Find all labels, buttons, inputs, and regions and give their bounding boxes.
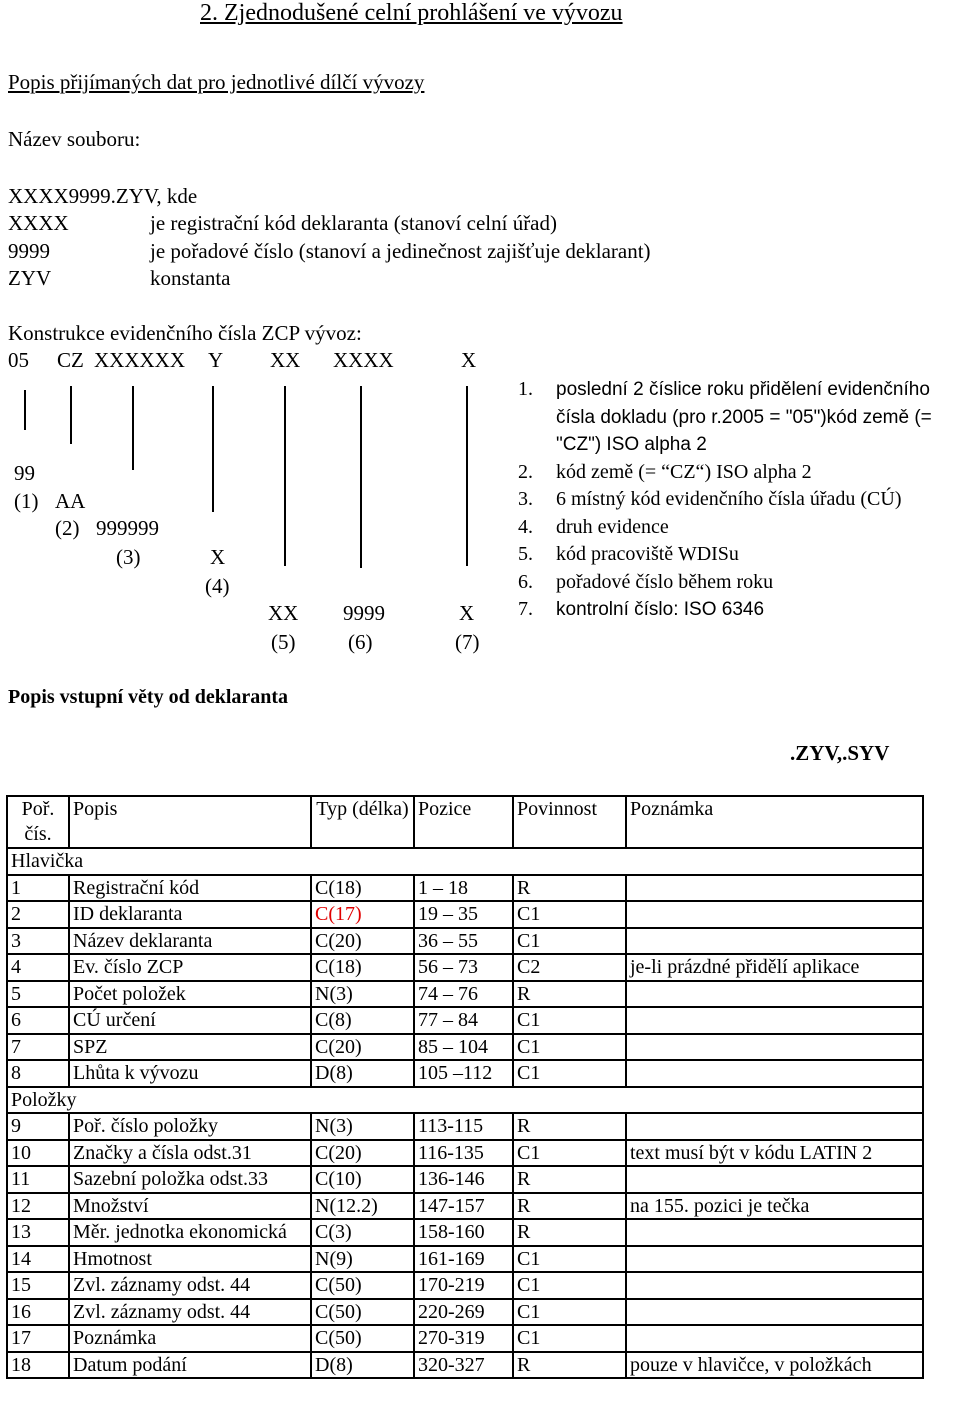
cell-note: na 155. pozici je tečka	[626, 1193, 923, 1220]
connector-line-7	[466, 386, 468, 566]
connector-line-6	[360, 386, 362, 568]
cell-type: C(17)	[311, 901, 414, 928]
subtitle: Popis přijímaných dat pro jednotlivé dílčí vývozy	[8, 70, 425, 94]
part-9999: 9999	[343, 601, 385, 625]
cell-desc: Zvl. záznamy odst. 44	[69, 1299, 311, 1326]
cell-note	[626, 1219, 923, 1246]
legend-item	[518, 569, 960, 597]
table-row	[7, 1060, 923, 1087]
cell-n: 3	[7, 928, 69, 955]
filename-suffix: , kde	[156, 184, 198, 208]
cell-desc: Poznámka	[69, 1325, 311, 1352]
connector-line-2	[70, 386, 72, 444]
cell-desc: Datum podání	[69, 1352, 311, 1379]
part-top-cz: CZ	[57, 348, 84, 372]
part-label-2: (2)	[55, 516, 80, 540]
part-label-1: (1)	[14, 489, 39, 513]
def-desc-3: konstanta	[150, 266, 231, 290]
cell-req: C1	[513, 901, 626, 928]
cell-type: C(50)	[311, 1325, 414, 1352]
part-label-7: (7)	[455, 630, 480, 654]
cell-type: D(8)	[311, 1352, 414, 1379]
table-header-row	[7, 796, 923, 848]
cell-pos: 36 – 55	[414, 928, 513, 955]
cell-n: 1	[7, 875, 69, 902]
cell-pos: 77 – 84	[414, 1007, 513, 1034]
cell-req: C1	[513, 1140, 626, 1167]
table-row	[7, 901, 923, 928]
legend-text: poslední 2 číslice roku přidělení evidenčního čísla dokladu (pro r.2005 = "05")kód země (= "CZ") ISO alpha 2	[556, 379, 932, 455]
cell-n: 16	[7, 1299, 69, 1326]
legend-item	[518, 596, 960, 624]
legend-text: pořadové číslo během roku	[556, 570, 774, 593]
cell-req: C2	[513, 954, 626, 981]
cell-note	[626, 928, 923, 955]
input-heading: Popis vstupní věty od deklaranta	[8, 686, 289, 708]
part-top-xxxxxx: XXXXXX	[94, 348, 185, 372]
cell-type: C(20)	[311, 1140, 414, 1167]
table-row	[7, 981, 923, 1008]
cell-req: R	[513, 1166, 626, 1193]
cell-type: N(9)	[311, 1246, 414, 1273]
table-body-header	[7, 848, 923, 1087]
def-term-1: XXXX	[8, 211, 69, 235]
def-desc-2: je pořadové číslo (stanoví a jedinečnost zajišťuje deklarant)	[150, 239, 651, 263]
cell-pos: 220-269	[414, 1299, 513, 1326]
part-label-4: (4)	[205, 574, 230, 598]
cell-note: pouze v hlavičce, v položkách	[626, 1352, 923, 1379]
col-header-type: Typ (délka)	[311, 796, 414, 848]
col-header-note: Poznámka	[626, 796, 923, 848]
part-xx5: XX	[268, 601, 299, 625]
cell-desc: Množství	[69, 1193, 311, 1220]
cell-req: R	[513, 1352, 626, 1379]
def-desc-1: je registrační kód deklaranta (stanoví celní úřad)	[150, 211, 557, 235]
page-title: 2. Zjednodušené celní prohlášení ve vývozu	[200, 0, 623, 26]
cell-note	[626, 1246, 923, 1273]
cell-desc: Ev. číslo ZCP	[69, 954, 311, 981]
cell-desc: ID deklaranta	[69, 901, 311, 928]
cell-req: C1	[513, 1034, 626, 1061]
cell-note	[626, 1034, 923, 1061]
cell-note	[626, 1166, 923, 1193]
cell-req: C1	[513, 1272, 626, 1299]
col-header-num: Poř. čís.	[7, 796, 69, 848]
table-row	[7, 1219, 923, 1246]
cell-type: C(10)	[311, 1166, 414, 1193]
part-label-6: (6)	[348, 630, 373, 654]
col-header-req: Povinnost	[513, 796, 626, 848]
def-term-3: ZYV	[8, 266, 52, 290]
cell-note	[626, 1272, 923, 1299]
connector-line-4	[212, 386, 214, 512]
cell-n: 4	[7, 954, 69, 981]
cell-type: C(18)	[311, 954, 414, 981]
cell-pos: 147-157	[414, 1193, 513, 1220]
cell-req: C1	[513, 1007, 626, 1034]
cell-desc: SPZ	[69, 1034, 311, 1061]
cell-note	[626, 875, 923, 902]
cell-req: C1	[513, 1060, 626, 1087]
def-term-2: 9999	[8, 239, 50, 263]
table-row	[7, 1166, 923, 1193]
cell-pos: 136-146	[414, 1166, 513, 1193]
part-top-xxxx: XXXX	[333, 348, 394, 372]
cell-pos: 19 – 35	[414, 901, 513, 928]
cell-n: 17	[7, 1325, 69, 1352]
cell-type: C(20)	[311, 1034, 414, 1061]
table-row	[7, 1299, 923, 1326]
legend-item	[518, 541, 960, 569]
part-label-5: (5)	[271, 630, 296, 654]
cell-pos: 56 – 73	[414, 954, 513, 981]
cell-type: C(8)	[311, 1007, 414, 1034]
part-99: 99	[14, 461, 35, 485]
cell-type: C(18)	[311, 875, 414, 902]
cell-note	[626, 1325, 923, 1352]
part-top-05: 05	[8, 348, 29, 372]
cell-pos: 270-319	[414, 1325, 513, 1352]
cell-n: 7	[7, 1034, 69, 1061]
cell-pos: 113-115	[414, 1113, 513, 1140]
cell-pos: 116-135	[414, 1140, 513, 1167]
table-row	[7, 1113, 923, 1140]
section-row-header	[7, 848, 923, 875]
part-x7: X	[459, 601, 475, 625]
part-x4: X	[210, 545, 226, 569]
legend-num: 6.	[518, 570, 533, 593]
cell-n: 14	[7, 1246, 69, 1273]
cell-req: R	[513, 1193, 626, 1220]
legend-item	[518, 376, 960, 459]
cell-pos: 105 –112	[414, 1060, 513, 1087]
cell-req: C1	[513, 1299, 626, 1326]
cell-req: C1	[513, 1325, 626, 1352]
cell-req: C1	[513, 1246, 626, 1273]
table-row	[7, 1034, 923, 1061]
filename-label: Název souboru:	[8, 127, 141, 151]
connector-line-3	[132, 386, 134, 470]
cell-pos: 85 – 104	[414, 1034, 513, 1061]
cell-req: R	[513, 981, 626, 1008]
legend-text: 6 místný kód evidenčního čísla úřadu (CÚ)	[556, 488, 902, 510]
construction-heading: Konstrukce evidenčního čísla ZCP vývoz:	[8, 321, 362, 345]
col-header-desc: Popis	[69, 796, 311, 848]
cell-n: 5	[7, 981, 69, 1008]
legend-num: 2.	[518, 460, 533, 483]
cell-n: 13	[7, 1219, 69, 1246]
cell-n: 8	[7, 1060, 69, 1087]
cell-note	[626, 1113, 923, 1140]
table-row	[7, 1325, 923, 1352]
part-999999: 999999	[96, 516, 159, 540]
cell-pos: 170-219	[414, 1272, 513, 1299]
construction-legend	[518, 376, 960, 624]
legend-num: 7.	[518, 598, 533, 620]
filename-line	[8, 184, 197, 209]
cell-req: R	[513, 875, 626, 902]
part-label-3: (3)	[116, 545, 141, 569]
table-row	[7, 1193, 923, 1220]
cell-type: D(8)	[311, 1060, 414, 1087]
table-row	[7, 1272, 923, 1299]
table-row	[7, 1007, 923, 1034]
legend-num: 3.	[518, 488, 533, 510]
cell-desc: Registrační kód	[69, 875, 311, 902]
part-aa: AA	[55, 489, 86, 513]
cell-type: C(50)	[311, 1299, 414, 1326]
cell-n: 2	[7, 901, 69, 928]
legend-text: kontrolní číslo: ISO 6346	[556, 599, 765, 620]
legend-item	[518, 486, 960, 514]
table-row	[7, 1352, 923, 1379]
cell-desc: Sazební položka odst.33	[69, 1166, 311, 1193]
legend-item	[518, 514, 960, 542]
cell-pos: 1 – 18	[414, 875, 513, 902]
cell-pos: 158-160	[414, 1219, 513, 1246]
cell-note	[626, 1007, 923, 1034]
table-row	[7, 1140, 923, 1167]
cell-note	[626, 1060, 923, 1087]
cell-desc: Hmotnost	[69, 1246, 311, 1273]
cell-desc: CÚ určení	[69, 1007, 311, 1034]
part-top-y: Y	[208, 348, 224, 372]
cell-desc: Značky a čísla odst.31	[69, 1140, 311, 1167]
part-top-x: X	[461, 348, 477, 372]
cell-note	[626, 981, 923, 1008]
legend-text: druh evidence	[556, 515, 669, 538]
table-row	[7, 875, 923, 902]
legend-text: kód pracoviště WDISu	[556, 543, 739, 565]
cell-note	[626, 901, 923, 928]
cell-n: 6	[7, 1007, 69, 1034]
part-top-xx: XX	[270, 348, 301, 372]
cell-desc: Lhůta k vývozu	[69, 1060, 311, 1087]
cell-n: 15	[7, 1272, 69, 1299]
cell-note	[626, 1299, 923, 1326]
cell-note: text musí být v kódu LATIN 2	[626, 1140, 923, 1167]
cell-desc: Poř. číslo položky	[69, 1113, 311, 1140]
cell-type: C(50)	[311, 1272, 414, 1299]
table-row	[7, 954, 923, 981]
cell-n: 10	[7, 1140, 69, 1167]
file-extensions: .ZYV,.SYV	[790, 741, 890, 765]
cell-req: R	[513, 1113, 626, 1140]
cell-n: 12	[7, 1193, 69, 1220]
cell-type: N(3)	[311, 1113, 414, 1140]
cell-type: N(12.2)	[311, 1193, 414, 1220]
cell-req: C1	[513, 928, 626, 955]
connector-line-1	[24, 390, 26, 430]
col-header-pos: Pozice	[414, 796, 513, 848]
cell-desc: Počet položek	[69, 981, 311, 1008]
cell-n: 18	[7, 1352, 69, 1379]
cell-desc: Měr. jednotka ekonomická	[69, 1219, 311, 1246]
cell-desc: Název deklaranta	[69, 928, 311, 955]
legend-num: 5.	[518, 543, 533, 565]
filename-pattern: XXXX9999.ZYV	[8, 184, 157, 208]
section-row-items	[7, 1087, 923, 1114]
cell-type: C(20)	[311, 928, 414, 955]
legend-text: kód země (= “CZ“) ISO alpha 2	[556, 460, 812, 483]
section-label: Položky	[7, 1087, 923, 1114]
cell-note: je-li prázdné přidělí aplikace	[626, 954, 923, 981]
table-body-items	[7, 1087, 923, 1379]
cell-req: R	[513, 1219, 626, 1246]
cell-type: N(3)	[311, 981, 414, 1008]
cell-pos: 320-327	[414, 1352, 513, 1379]
section-label: Hlavička	[7, 848, 923, 875]
legend-num: 1.	[518, 378, 533, 400]
cell-type: C(3)	[311, 1219, 414, 1246]
cell-n: 9	[7, 1113, 69, 1140]
legend-item	[518, 459, 960, 487]
table-row	[7, 1246, 923, 1273]
cell-pos: 74 – 76	[414, 981, 513, 1008]
connector-line-5	[284, 386, 286, 566]
legend-num: 4.	[518, 515, 533, 538]
cell-desc: Zvl. záznamy odst. 44	[69, 1272, 311, 1299]
table-row	[7, 928, 923, 955]
spec-table	[6, 795, 924, 1379]
cell-n: 11	[7, 1166, 69, 1193]
cell-pos: 161-169	[414, 1246, 513, 1273]
